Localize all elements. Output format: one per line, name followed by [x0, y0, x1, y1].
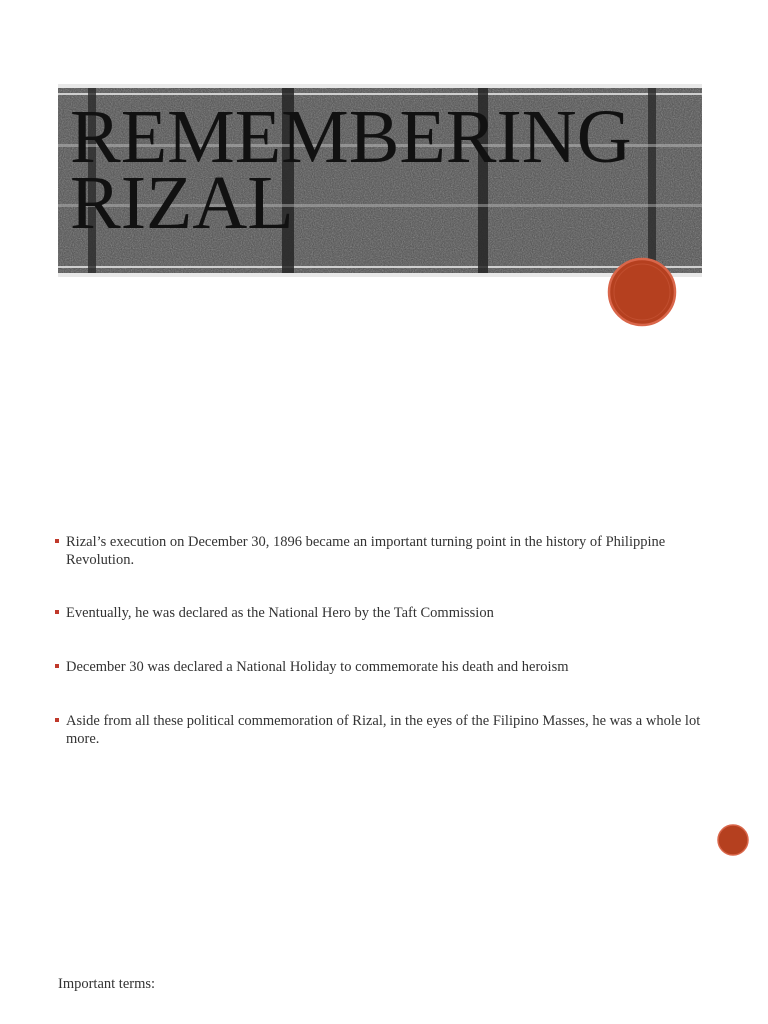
- square-bullet-icon: [55, 539, 59, 543]
- bullet-text: December 30 was declared a National Holiday to commemorate his death and heroism: [66, 659, 569, 675]
- circle-small-icon: [717, 824, 749, 856]
- list-item: [54, 712, 726, 748]
- list-item: [54, 604, 716, 622]
- bullet-text: Rizal’s execution on December 30, 1896 became an important turning point in the history of Philippine Revolution.: [66, 534, 666, 568]
- square-bullet-icon: [55, 664, 59, 668]
- circle-large-icon: [607, 257, 677, 327]
- slide-title: REMEMBERING RIZAL: [70, 95, 632, 245]
- bullet-text: Eventually, he was declared as the National Hero by the Taft Commission: [66, 605, 494, 621]
- title-banner: [58, 84, 702, 277]
- list-item: [54, 533, 716, 569]
- square-bullet-icon: [55, 610, 59, 614]
- bullet-text: Aside from all these political commemoration of Rizal, in the eyes of the Filipino Masses, he was a whole lot more.: [66, 713, 701, 747]
- important-terms-label: Important terms:: [58, 976, 156, 992]
- list-item: [54, 658, 716, 676]
- square-bullet-icon: [55, 718, 59, 722]
